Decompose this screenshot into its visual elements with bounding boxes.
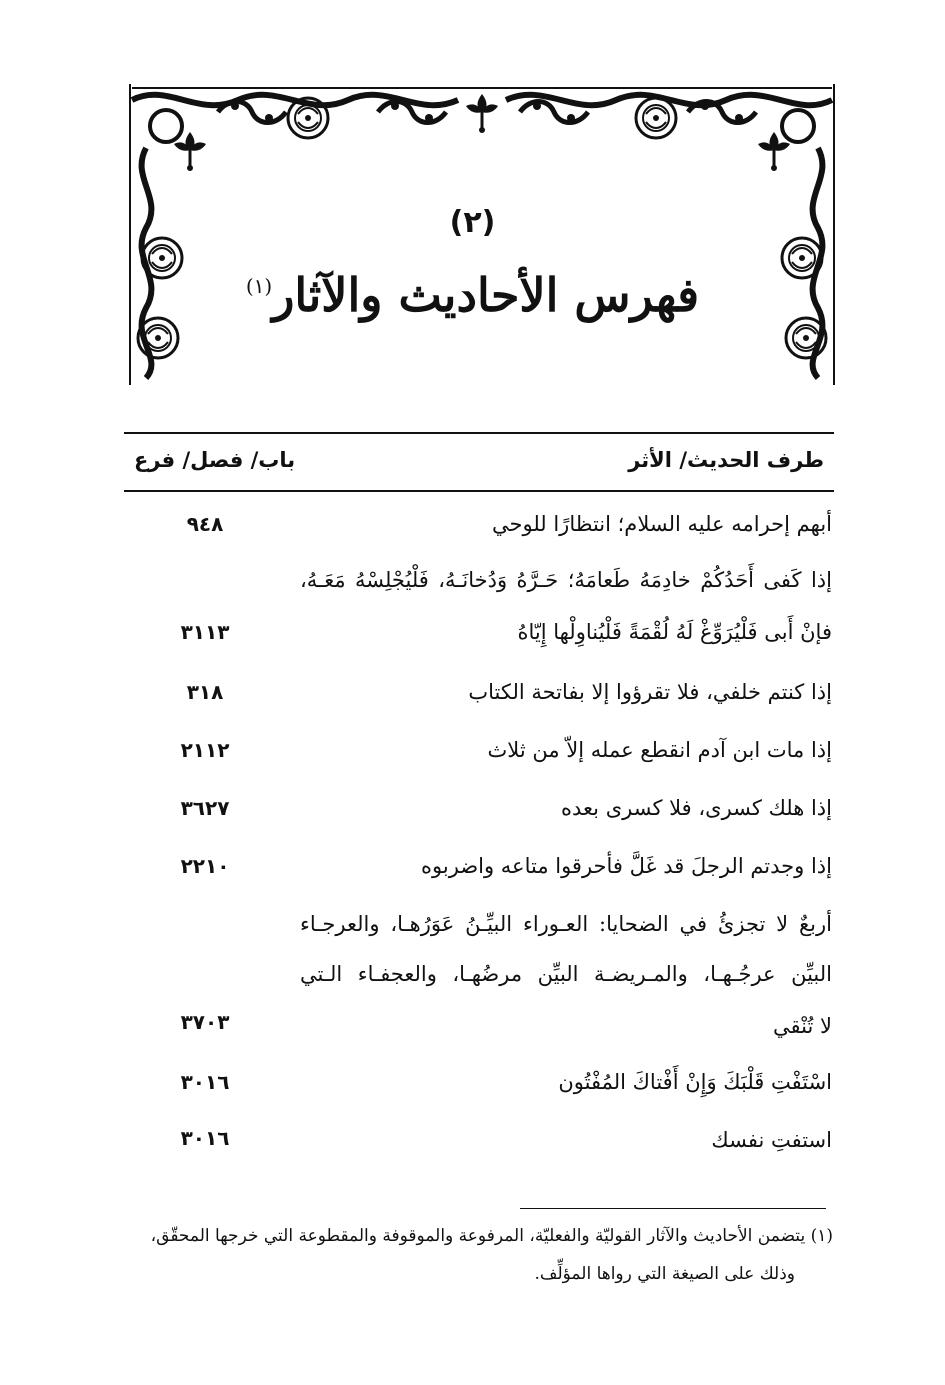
column-header-hadith: طرف الحديث/ الأثر (628, 448, 824, 472)
entry-ref: ٣٧٠٣ (180, 1010, 230, 1034)
top-rule (124, 432, 834, 434)
entry-text: فإنْ أَبى فَلْيُرَوِّغْ لَهُ لُقْمَةً فَلْيُناوِلْها إِيّاهُ (517, 620, 832, 644)
title-footnote-mark: (١) (245, 274, 273, 298)
header-rule (124, 490, 834, 492)
entry-ref: ٣١١٣ (180, 620, 230, 644)
footnote-line: وذلك على الصيغة التي رواها المؤلِّف. (534, 1264, 795, 1284)
page-title (0, 268, 945, 322)
entry-text: اسْتَفْتِ قَلْبَكَ وَإِنْ أَفْتاكَ المُفْتُون (558, 1070, 832, 1094)
entry-text: لا تُنْقي (773, 1014, 832, 1038)
entry-text: إذا وجدتم الرجلَ قد غَلَّ فأحرقوا متاعه واضربوه (421, 854, 832, 878)
entry-text: إذا مات ابن آدم انقطع عمله إلاّ من ثلاث (487, 738, 832, 762)
table-header (124, 448, 834, 488)
entry-text: استفتِ نفسك (711, 1128, 832, 1152)
entry-ref: ٣٠١٦ (180, 1070, 230, 1094)
entry-ref: ٢١١٢ (180, 738, 230, 762)
page-title-text: فهرس الأحاديث والآثار (272, 268, 700, 322)
entry-text: أبهم إحرامه عليه السلام؛ انتظارًا للوحي (491, 512, 832, 536)
entry-text: إذا كنتم خلفي، فلا تقرؤوا إلا بفاتحة الكتاب (468, 680, 832, 704)
entry-text: إذا هلك كسرى، فلا كسرى بعده (561, 796, 832, 820)
entry-text: البيِّن عرجُـهـا، والمـريضـة البيِّن مرضُهـا، والعجفـاء الـتي (300, 962, 832, 986)
entry-text: إذا كَفى أَحَدُكُمْ خادِمَهُ طَعامَهُ؛ حَـرَّهُ وَدُخانَـهُ، فَلْيُجْلِسْهُ مَعَـهُ، (300, 568, 832, 592)
footnote-line: (١) يتضمن الأحاديث والآثار القوليّة والفعليّة، المرفوعة والموقوفة والمقطوعة التي خرجها المحقّق، (150, 1226, 833, 1246)
entry-ref: ٣١٨ (186, 680, 224, 704)
chapter-number: (٢) (449, 205, 496, 240)
entry-ref: ٩٤٨ (186, 512, 224, 536)
entry-ref: ٣٦٢٧ (180, 796, 230, 820)
entry-ref: ٢٢١٠ (180, 854, 230, 878)
footnote-rule (520, 1208, 826, 1209)
column-header-section: باب/ فصل/ فرع (134, 448, 296, 472)
entry-text: أربعٌ لا تجزئُ في الضحايا: العـوراء البيِّـنُ عَوَرُهـا، والعرجـاء (300, 912, 832, 936)
entry-ref: ٣٠١٦ (180, 1126, 230, 1150)
